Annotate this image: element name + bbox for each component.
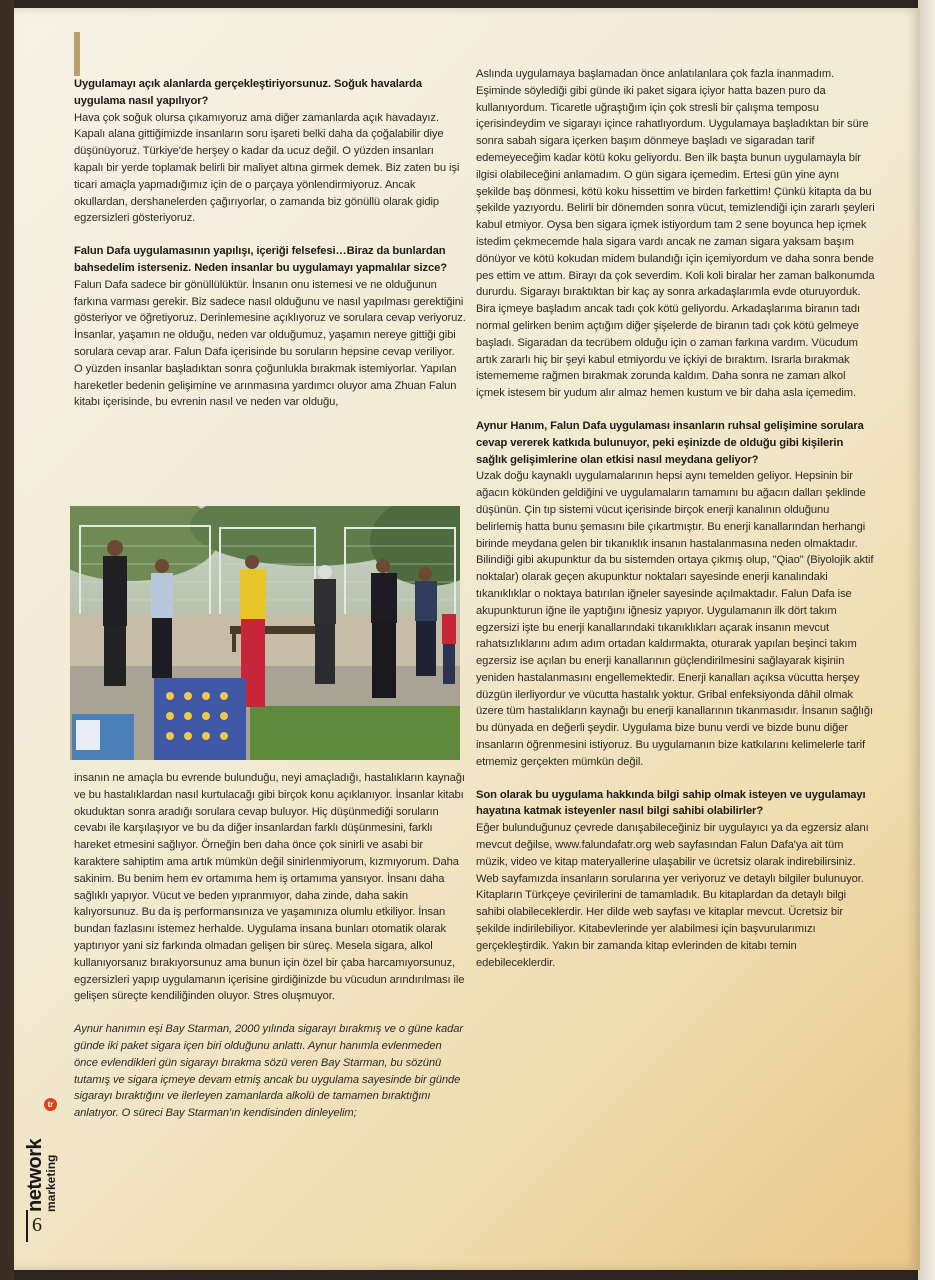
answer-paragraph: Aslında uygulamaya başlamadan önce anlatılanlara çok fazla inanmadım. Eşiminde söylediği gibi günde iki paket sigara içiyor hatta bazen puro da kullanıyordum. Ticaretle uğraştığım için çok stresli bir çalışma temposu içerisindeydim ve sigarayı içince rahatlıyordum. Uygulamaya başladıktan bir süre sonra sabah sigara içerken başım dönmeye başladı ve sigaradan tarif edemeyeceğim kadar kötü koku geliyordu. Ben ilk başta bunun uygulamayla bir ilgisi olabileceğini anlamadım. O gün sigara içemedim. Ertesi gün yine aynı şekilde baş dönmesi, kötü koku hissettim ve birden farkettim! Çünkü kitapta da bu şekilde yazıyordu. Belirli bir dönemden sonra vücut, temizlendiği için zararlı şeyleri kabul etmiyor. Oysa ben sigara içmek istiyordum tam 2 sene boyunca hep içmek istedim çekmecemde hala sigara vardı ancak ne zaman sigara yaksam başım dönüyor ve kötü kokudan midem bulandığı için içemiyordum ve daha sonra bende pes ettim ve attım. Birayı da çok severdim. Koli koli biralar her zaman balkonumda dururdu. Sigarayı bıraktıktan bir kaç ay sonra arkadaşlarımla evde oturuyorduk. Bira içmeye başladım ancak tadı çok kötü geliyordu. Arkadaşlarıma biranın tadı normal gelirken benim açtığım diğer şişelerde de biranın tadı çok kötü gelmeye başladı. Sigaradan da tecrübem olduğu için o zaman farkına vardım. Vücudum artık zararlı hiç bir şeyi kabul etmiyordu ve içkiyi de bıraktım. Israrla bırakmak istemememe rağmen bırakmak zorunda kaldım. Daha sonra ne zaman alkol içmek istesem bir yudum alır almaz hemen kustum ve bir daha asla içemedim. (476, 68, 875, 400)
answer-paragraph: Hava çok soğuk olursa çıkamıyoruz ama diğer zamanlarda açık havadayız. Kapalı alana gittiğimizde insanların soru işareti belki daha da çoğalabilir diye düşünüyoruz. Türkiye'de herşey o kadar da ucuz değil. O yüzden insanları kapalı bir yerde toplamak belirli bir maliyet altına girmek demek. Biz zaten bu işi ticari amaçla yapmadığımız için de o parçaya yönlendirmiyoruz. Ancak okullardan, dershanelerden çağırıyorlar, o zamanda biz gönüllü olarak gidip egzersizleri gösteriyoruz. (74, 111, 460, 225)
paragraph-gap (476, 771, 876, 787)
logo-marketing-text: marketing (44, 1154, 58, 1212)
italic-intro-paragraph: Aynur hanımın eşi Bay Starman, 2000 yılında sigarayı bırakmış ve o güne kadar günde iki paket sigara içen biri olduğunu anlattı. Aynur hanımla evlenmeden önce evlendikleri gün sigarayı bırakma sözü veren Bay Starman, bu sözünü tutamış ve sigara içmeye devam etmiş ancak bu uygulama sayesinde bir günde sigarayı bıraktığını ve ilerleyen zamanlarda alkolü de tamamen bıraktığını anlatıyor. O süreci Bay Starman'ın kendisinden dinleyelim; (74, 1023, 463, 1120)
interview-question: Aynur Hanım, Falun Dafa uygulaması insanların ruhsal gelişimine sorulara cevap vererek katkıda bulunuyor, peki eşinizde de olduğu gibi kişilerin sağlık gelişimlerine olan etkisi nasıl meydana geliyor? (476, 419, 864, 466)
scan-edge-left (0, 0, 14, 1280)
next-page-edge (918, 0, 935, 1280)
left-column-bottom (74, 770, 466, 1122)
logo-badge: tr (44, 1098, 57, 1111)
paragraph-gap (74, 227, 466, 243)
interview-question: Falun Dafa uygulamasının yapılışı, içeriği felsefesi…Biraz da bunlardan bahsedelim isterseniz. Neden insanlar bu uygulamayı yapmalılar sizce? (74, 245, 447, 274)
answer-paragraph: Eğer bulunduğunuz çevrede danışabileceğiniz bir uygulayıcı ya da egzersiz alanı mevcut değilse, www.falundafatr.org web sayfasından Falun Dafa'ya ait tüm müzik, video ve kitap materyallerine ulaşabilir ve ücretsiz olarak indirebilirsiniz. Web sayfamızda insanların sorularına yer veriyoruz ve detaylı bilgiler bulunuyor. Kitapların Türkçeye çevirilerini de tamamladık. Bu kitaplardan da detaylı bilgi sahibi olabileceklerdir. Her dilde web sayfası ve kitaplar mevcut. Ücretsiz bir şekilde indirilebiliyor. Kitabevlerinde yer alabilmesi için başvurularımızı gerçekleştirdik. Yakın bir zamanda kitap evlerinden de kitabı temin edebileceklerdir. (476, 822, 869, 969)
interview-question: Uygulamayı açık alanlarda gerçekleştiriyorsunuz. Soğuk havalarda uygulama nasıl yapılıyor? (74, 78, 423, 107)
paragraph-gap (74, 1005, 466, 1021)
right-column (476, 66, 876, 971)
footer-rule (26, 1210, 28, 1242)
practitioners-photo (70, 506, 460, 760)
answer-paragraph: Uzak doğu kaynaklı uygulamalarının hepsi aynı temelden geliyor. Hepsinin bir ağacın kökünden geldiğini ve uygulamaların tamamını bu ağacın dalları şeklinde düşünün. Çin tıp sistemi vücut içerisinde birçok enerji kanalının olduğunu belirlemiş hatta bunu şemasını bile çıkartmıştır. Bu enerji kanallarından herhangi birinde meydana gelen bir tıkanıklık insanın hastalanmasına neden olmaktadır. Bilindiği gibi akupunktur da bu sistemden ortaya çıkmış olup, "Qiao" (Biyolojik aktif noktalar) olarak geçen akupunktur noktaları sayesinde enerji kanalındaki tıkanıklıklar o noktaya batırılan iğneler sayesinde açılmaktadır. Falun Dafa ise akupunkturun iğne ile yaptığını iğnesiz yapıyor. Uygulamanın ilk dört takım egzersizi işte bu enerji kanallarındaki tıkanıklıkları açarak insanın mevcut rahatsızlıklarını adım adım ortadan kaldırmakta, oturarak yapılan beşinci takım egzersiz ise açılan bu enerji kanallarının güçlendirilmesini sağlayarak kişinin yeniden hastalanmasını engellemektedir. Enerji kanalları açıksa vücutta herşey düzgün ilerliyordur ve vücutta hastalık yoktur. Gribal enfeksiyonda dâhil olmak üzere tüm hastalıkların kaynağı bu enerji kanallarının tıkanmasıdır. İnsanın sağlığı bu dünyada en değerli şeydir. Uygulama bize bunu verdi ve bizde bunu diğer insanların öğrenmesini istiyoruz. Bu uygulamanın bize katkılarını kelimelerle tarif etmemiz gerçekten mümkün değil. (476, 470, 874, 768)
interview-question: Son olarak bu uygulama hakkında bilgi sahip olmak isteyen ve uygulamayı hayatına katmak isteyenler nasıl bilgi sahibi olabilirler? (476, 788, 866, 818)
left-column-top (74, 76, 466, 411)
accent-bar (74, 32, 80, 76)
logo-network-text: network (24, 1138, 46, 1212)
answer-paragraph: insanın ne amaçla bu evrende bulunduğu, neyi amaçladığı, hastalıkların kaynağı ve bu hastalıklardan nasıl kurtulacağı gibi birçok konu açıklanıyor. İnsanlar kitabı okuduktan sonra aradığı sorulara cevap buluyor. Hiç düşünmediği soruların cevabı ile karşılaşıyor ve bu da diğer insanlardan farklı düşünmesini, farklı hareket etmesini sağlıyor. Örneğin ben daha önce çok sinirli ve asabi bir karaktere sahiptim ama artık mümkün değil sinirlenmiyorum, kızmıyorum. Daha sakinim. Bu benim hem ev ortamıma hem iş ortamıma yansıyor. İnsanı daha sağlıklı yapıyor. Vücut ve beden yıpranmıyor, daha zinde, daha sakin kalıyorsunuz. Bu da iş performansınıza ve yaşamınıza olumlu etkiliyor. İnsan bundan fazlasını istemez herhalde. Uygulama insana bunları otomatik olarak yaptırıyor yani siz farkında olmadan gelişen bir süreç. Mesela sigara, alkol kullanıyorsanız bırakıyorsunuz ama bunun için özel bir çaba harcamıyorsunuz, egzersizleri yapıp uygulamanın içerisine girdiğinizde bu vücudun arındırılması ile gelişen süreçte kendiliğinden oluyor. Stres oluşmuyor. (74, 772, 465, 1003)
page-number: 6 (32, 1214, 42, 1236)
paragraph-gap (476, 402, 876, 418)
answer-paragraph: Falun Dafa sadece bir gönüllülüktür. İnsanın onu istemesi ve ne olduğunun farkına varması gerekir. Biz sadece nasıl olduğunu ve nasıl yapılması gerektiğini gösteriyor ve öğretiyoruz. Derinlemesine açıklıyoruz ve sorulara cevap veriyoruz. İnsanlar, yaşamın ne olduğu, neden var olduğumuz, yaşamın nereye gittiği gibi sorulara cevap arar. Falun Dafa içerisinde bu soruların hepsine cevap veriliyor. O yüzden insanlar başladıktan sonra çoğunlukla bırakmak istemiyorlar. Yapılan hareketler bedenin gelişimine ve arınmasına yardımcı oluyor ama Zhuan Falun kitabı içerisinde, bu evrenin nasıl ve neden var olduğu, (74, 278, 466, 409)
article-photo (70, 506, 460, 760)
